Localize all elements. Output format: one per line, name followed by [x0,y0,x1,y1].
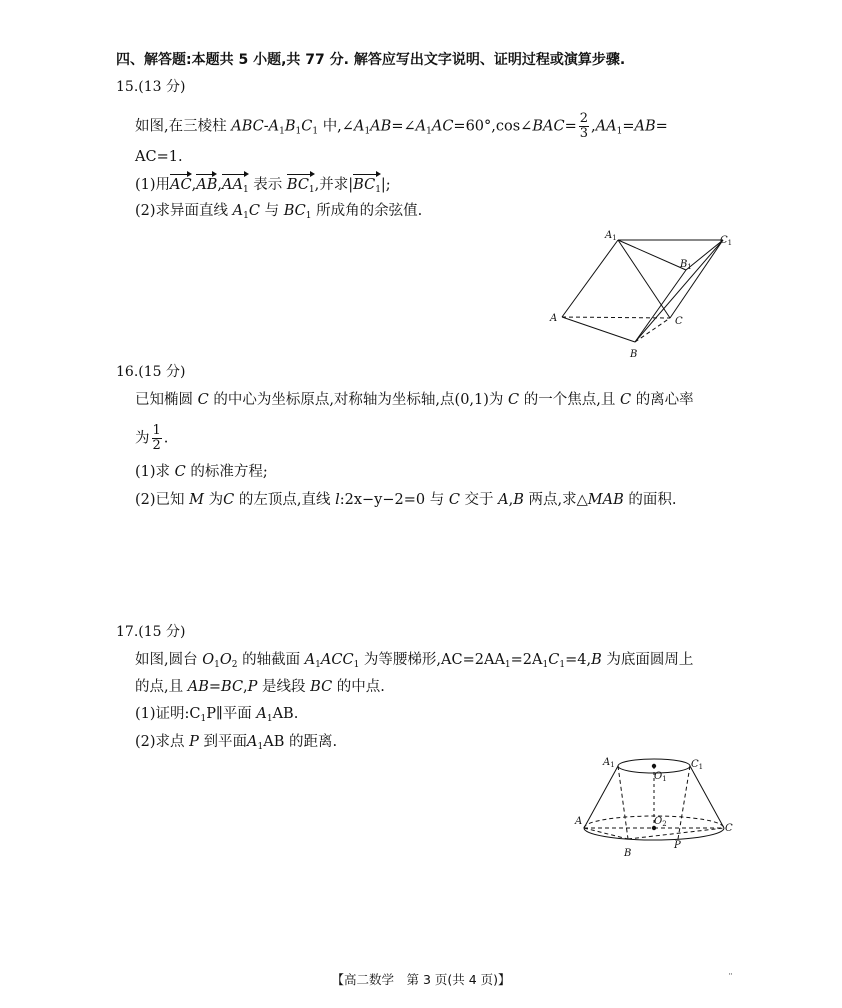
label-A1: $A_1$ [605,230,617,242]
corner-mark: ¨ [728,973,733,984]
label-A1: $A_1$ [603,757,615,769]
q16-fraction: $\frac{1}{2}$ [152,423,161,453]
page-footer: 【高二数学 第 3 页(共 4 页)】 [331,972,511,987]
label-C: C [725,823,733,834]
q15-fraction: $\frac{2}{3}$ [579,111,589,141]
label-C1: $C_1$ [691,759,704,771]
q17-statement-line1: 如图,圆台 $O_1O_2$ 的轴截面 $A_1ACC_1$ 为等腰梯形$,AC=2AA_1=2A_1C_1=4,B$ 为底面圆周上 [135,652,694,670]
q17-number: 17.(15 分) [116,624,186,640]
label-B: B [630,349,638,360]
label-O2: $O_2$ [654,816,667,828]
q15-part2: (2)求异面直线 $A_1C$ 与 $BC_1$ 所成角的余弦值. [135,203,423,221]
q15-number: 15.(13 分) [116,79,186,95]
q15-prism-figure [540,225,740,365]
q17-frustum-figure [570,752,740,862]
label-C1: $C_1$ [720,235,733,247]
q16-part2: (2)已知 M 为C 的左顶点,直线 l:2x−y−2=0 与 C 交于 A,B 两点,求△MAB 的面积. [135,492,677,508]
section-heading: 四、解答题:本题共 5 小题,共 77 分. 解答应写出文字说明、证明过程或演算步骤. [116,52,626,68]
q15-statement-line2: AC=1. [135,149,183,165]
q16-part1: (1)求 C 的标准方程; [135,464,268,480]
label-P: P [674,840,681,851]
label-A: A [550,313,558,324]
label-B: B [624,848,632,859]
q16-statement-line1: 已知椭圆 C 的中心为坐标原点,对称轴为坐标轴,点(0,1)为 C 的一个焦点,且 C 的离心率 [135,392,694,408]
label-B1: $B_1$ [680,259,692,271]
q17-statement-line2: 的点,且 AB=BC,P 是线段 BC 的中点. [135,679,385,695]
q15-statement-line1: 如图,在三棱柱 ABC-$A_1B_1C_1$ 中$,\angle A_1AB=\angle A_1AC=60^\circ,\cos\angle BAC=$ $\frac{2}{3}$ $,AA_1=AB=$ [135,111,668,141]
q15-part1: (1)用$AC,AB,AA_1$ 表示 $BC_1$,并求$|BC_1|$; [135,172,391,200]
label-A: A [575,816,583,827]
label-C: C [675,316,683,327]
q17-part2: (2)求点 P 到平面$A_1AB$ 的距离. [135,734,338,752]
q16-number: 16.(15 分) [116,364,186,380]
q17-part1: (1)证明$:C_1P\parallel$平面 $A_1AB$. [135,706,299,724]
q16-statement-line2: 为 $\frac{1}{2}$ . [135,423,169,453]
label-O1: $O_1$ [654,771,667,783]
